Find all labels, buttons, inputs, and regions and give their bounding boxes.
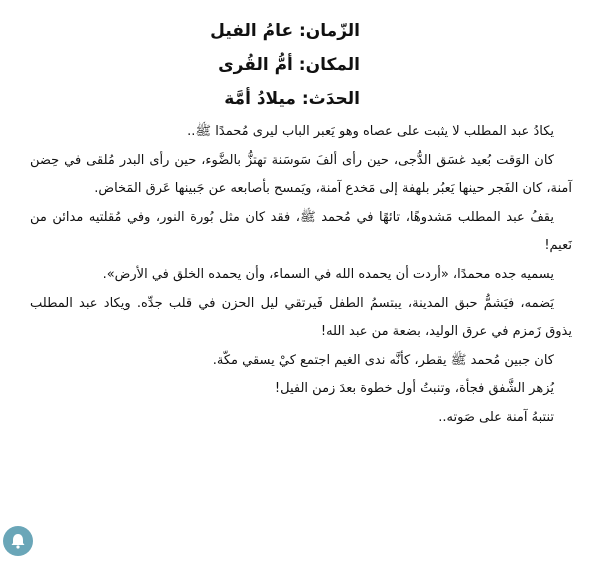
paragraph-5-text: يَضمه، فيَشمُّ حبق المدينة، يبتسمُ الطفل فَيرتقي ليل الحزن في قلب جدِّه. ويكاد عبد المطلب يذوق زَمزم في عرق الوليد، بضعة من عبد الله! bbox=[30, 295, 572, 340]
paragraph-2-text: كان الوَقت بُعيد غسَق الدُّجى، حين رأى ألفَ سَوسَنة تهتزُّ بالضَّوء، حين رأى البدر مُلقى في حِضن آمنة، كان الفَجر حينها يَعبُر بلهفة إلى مَخدع آمنة، ويَمسح بأصابعه عن جَبينها عَرق المَخاض. bbox=[30, 152, 572, 197]
bell-icon bbox=[9, 532, 27, 550]
paragraph-4-text: يسميه جده محمدًا، «أردت أن يحمده الله في السماء، وأن يحمده الخلق في الأرض». bbox=[102, 266, 554, 282]
body-text bbox=[30, 118, 572, 433]
notification-button[interactable] bbox=[3, 526, 33, 556]
paragraph-3-text: يقفُ عبد المطلب مَشدوهًا، تائهًا في مُحمد ﷺ، فقد كان مثل بُورة النور، وفي مُقلتيه مدائن من نَعيم! bbox=[30, 209, 572, 254]
heading-event: الحدَث: ميلادُ أمَّة bbox=[224, 89, 360, 109]
paragraph-5 bbox=[30, 290, 572, 347]
heading-place: المكان: أمُّ القُرى bbox=[218, 55, 360, 75]
paragraph-8: تنتبهُ آمنة على صَوته.. bbox=[438, 409, 554, 425]
paragraph-3 bbox=[30, 204, 572, 261]
paragraph-4 bbox=[30, 261, 572, 290]
paragraph-1: يكادُ عبد المطلب لا يثبت على عصاه وهو يَعبر الباب ليرى مُحمدًا ﷺ.. bbox=[187, 124, 554, 139]
document-page bbox=[30, 14, 572, 433]
heading-time: الزّمان: عامُ الفيل bbox=[210, 21, 360, 41]
paragraph-7: يُزهر الشَّفق فجأة، وتنبتُ أول خطوة بعدَ زمن الفيل! bbox=[274, 381, 554, 397]
paragraph-6: كان جبين مُحمد ﷺ يقطر، كأنَّه ندى الغيم اجتمع كيْ يسقي مكّة. bbox=[212, 352, 554, 368]
paragraph-2 bbox=[30, 147, 572, 204]
